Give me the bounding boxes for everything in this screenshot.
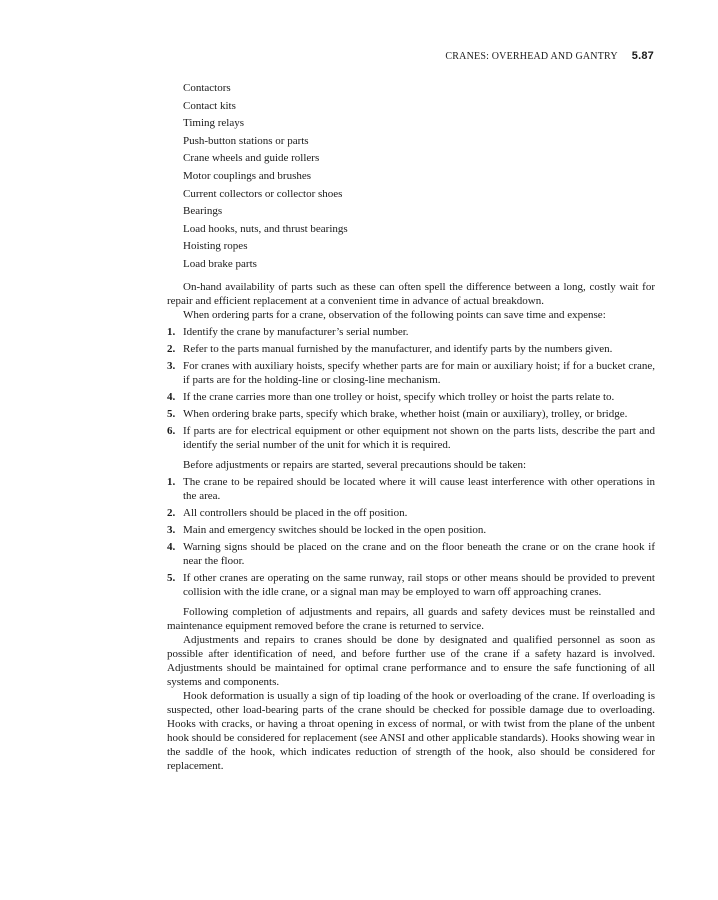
item-text: Refer to the parts manual furnished by the manufacturer, and identify parts by the numbers given. bbox=[183, 342, 613, 355]
list-item bbox=[167, 506, 655, 520]
section-title: CRANES: OVERHEAD AND GANTRY bbox=[445, 51, 618, 62]
item-text: Identify the crane by manufacturer’s serial number. bbox=[183, 325, 409, 338]
item-number: 5. bbox=[167, 571, 176, 584]
page-body bbox=[167, 80, 655, 773]
list-item: Motor couplings and brushes bbox=[183, 169, 312, 182]
item-text: Warning signs should be placed on the crane and on the floor beneath the crane or on the crane hook if near the floor. bbox=[183, 540, 655, 567]
list-item bbox=[167, 540, 655, 568]
paragraph: Adjustments and repairs to cranes should be done by designated and qualified personnel as soon as possible after identification of need, and before further use of the crane if a safety hazard is involved. Adjustments should be maintained for optimal crane performance and to ensure the safe functioning of all systems and components. bbox=[167, 633, 655, 688]
item-text: The crane to be repaired should be located where it will cause least interference with other operations in the area. bbox=[183, 475, 655, 502]
item-text: If other cranes are operating on the same runway, rail stops or other means should be provided to prevent collision with the idle crane, or a signal man may be employed to warn off approaching cranes. bbox=[183, 571, 655, 598]
item-number: 3. bbox=[167, 523, 176, 536]
list-item bbox=[167, 407, 655, 421]
item-text: All controllers should be placed in the off position. bbox=[183, 506, 408, 519]
list-item: Bearings bbox=[183, 205, 223, 218]
item-number: 1. bbox=[167, 475, 176, 488]
list-item bbox=[167, 424, 655, 452]
item-number: 2. bbox=[167, 342, 176, 355]
list-item: Hoisting ropes bbox=[183, 240, 248, 253]
item-number: 6. bbox=[167, 424, 176, 437]
item-text: For cranes with auxiliary hoists, specify whether parts are for main or auxiliary hoist; if for a bucket crane, if parts are for the holding-line or closing-line mechanism. bbox=[183, 359, 655, 386]
item-text: If parts are for electrical equipment or other equipment not shown on the parts lists, describe the part and identify the serial number of the unit for which it is required. bbox=[183, 424, 655, 451]
parts-list bbox=[167, 80, 655, 274]
list-item bbox=[167, 390, 655, 404]
list-item bbox=[167, 571, 655, 599]
item-number: 4. bbox=[167, 390, 176, 403]
list-item: Load hooks, nuts, and thrust bearings bbox=[183, 222, 348, 235]
item-text: When ordering brake parts, specify which brake, whether hoist (main or auxiliary), trolley, or bridge. bbox=[183, 407, 628, 420]
list-item: Crane wheels and guide rollers bbox=[183, 152, 320, 165]
ordering-steps-list bbox=[167, 325, 655, 452]
list-item bbox=[167, 475, 655, 503]
list-item bbox=[167, 325, 655, 339]
running-header bbox=[0, 50, 654, 62]
list-item: Load brake parts bbox=[183, 257, 257, 270]
paragraph: On-hand availability of parts such as these can often spell the difference between a long, costly wait for repair and efficient replacement at a convenient time in advance of actual breakdown. bbox=[167, 280, 655, 307]
paragraph: Before adjustments or repairs are started, several precautions should be taken: bbox=[183, 458, 527, 471]
list-item bbox=[167, 359, 655, 387]
paragraph: Hook deformation is usually a sign of tip loading of the hook or overloading of the crane. If overloading is suspected, other load-bearing parts of the crane should be checked for possible damage due to overloading. Hooks with cracks, or having a throat opening in excess of normal, or with twist from the plane of the unbent hook should be considered for replacement (see ANSI and other applicable standards). Hooks showing wear in the saddle of the hook, which indicates reduction of strength of the hook, also should be considered for replacement. bbox=[167, 689, 655, 772]
list-item: Timing relays bbox=[183, 117, 245, 130]
list-item bbox=[167, 523, 655, 537]
item-text: If the crane carries more than one trolley or hoist, specify which trolley or hoist the parts relate to. bbox=[183, 390, 615, 403]
list-item: Contactors bbox=[183, 82, 231, 94]
list-item: Push-button stations or parts bbox=[183, 134, 309, 147]
page-number: 5.87 bbox=[631, 50, 654, 62]
item-number: 5. bbox=[167, 407, 176, 420]
item-number: 4. bbox=[167, 540, 176, 553]
item-text: Main and emergency switches should be locked in the open position. bbox=[183, 523, 487, 536]
item-number: 1. bbox=[167, 325, 176, 338]
precautions-list bbox=[167, 475, 655, 599]
item-number: 3. bbox=[167, 359, 176, 372]
item-number: 2. bbox=[167, 506, 176, 519]
list-item: Current collectors or collector shoes bbox=[183, 187, 343, 200]
list-item: Contact kits bbox=[183, 99, 236, 112]
paragraph: When ordering parts for a crane, observation of the following points can save time and expense: bbox=[183, 308, 606, 321]
paragraph: Following completion of adjustments and repairs, all guards and safety devices must be reinstalled and maintenance equipment removed before the crane is returned to service. bbox=[167, 605, 655, 632]
list-item bbox=[167, 342, 655, 356]
